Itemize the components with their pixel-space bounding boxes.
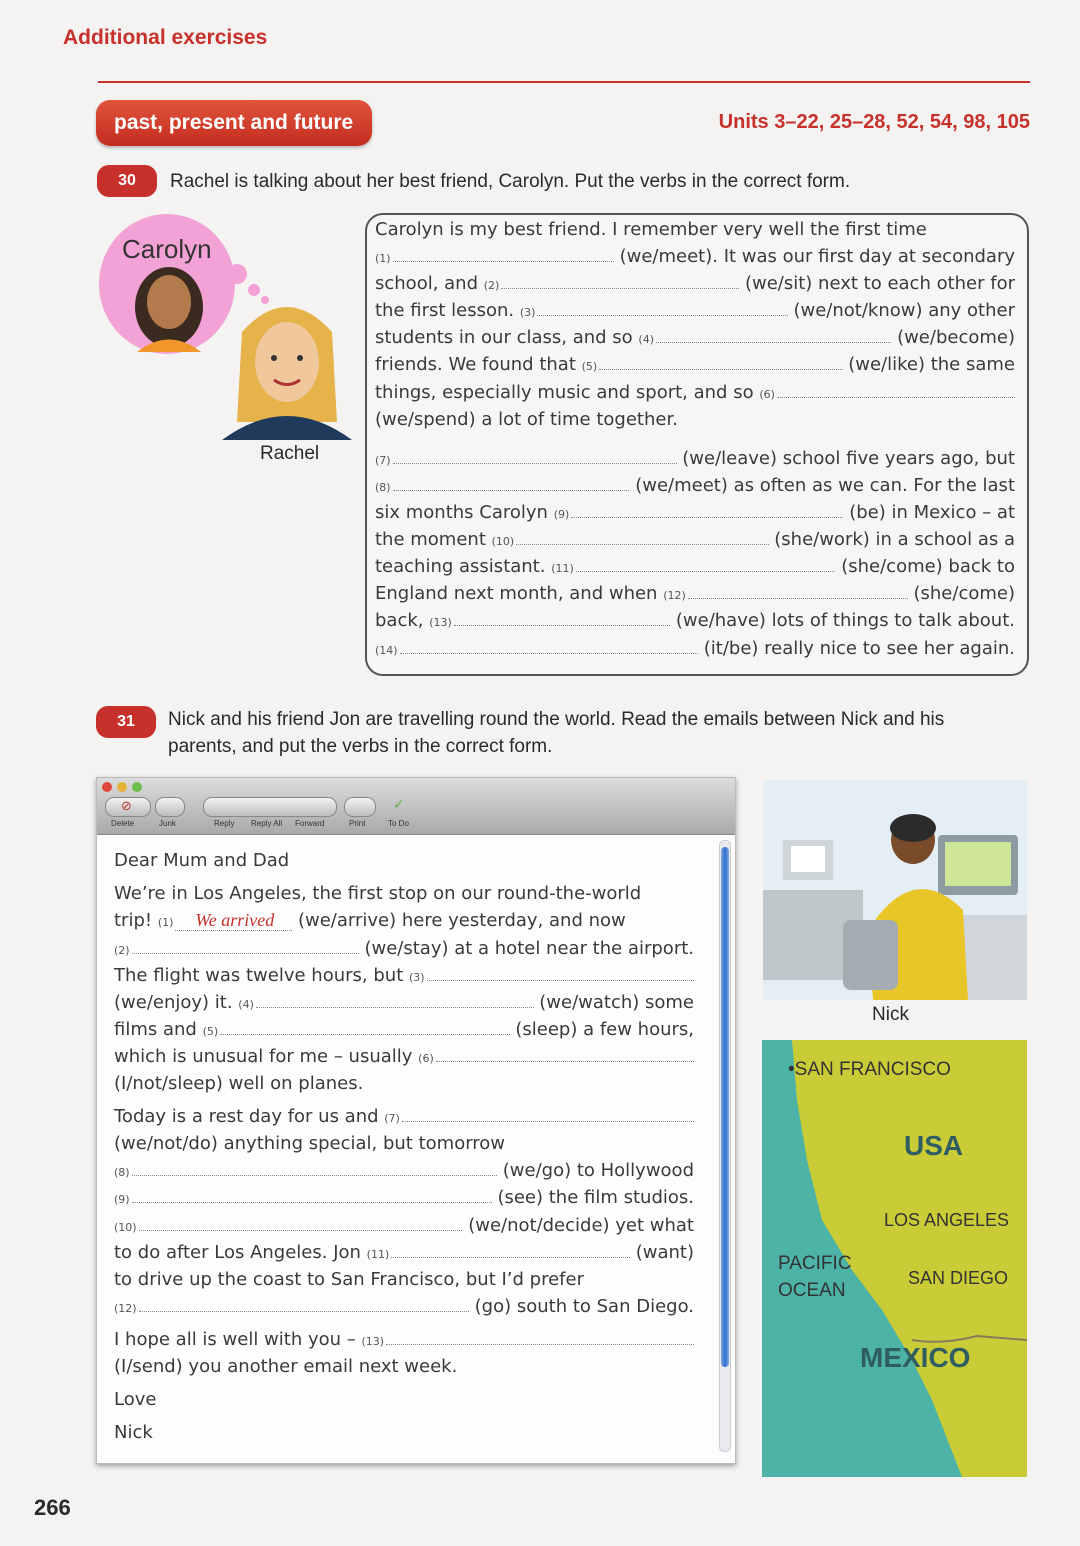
verb-prompt: (it/be) really nice to see her again. <box>703 638 1015 659</box>
gap-number: (1) <box>157 916 174 929</box>
email-scroll-thumb[interactable] <box>721 847 729 1367</box>
verb-prompt: (we/become) <box>897 327 1015 348</box>
verb-prompt: (we/arrive) here yesterday, and now <box>297 910 626 931</box>
answer-blank[interactable] <box>656 328 891 343</box>
answer-blank[interactable] <box>688 584 908 599</box>
text-line <box>114 1187 694 1208</box>
answer-blank[interactable] <box>777 383 1015 398</box>
text-line <box>375 327 1015 348</box>
line-text: the first lesson. <box>375 300 520 321</box>
answer-blank[interactable] <box>537 301 787 316</box>
answer-blank[interactable] <box>599 355 842 370</box>
print-label: Print <box>349 819 366 828</box>
text-line <box>114 1073 363 1094</box>
line-text: back, <box>375 610 430 631</box>
text-line <box>114 1215 694 1236</box>
answer-blank[interactable] <box>576 557 836 572</box>
verb-prompt: (she/come) back to <box>841 556 1015 577</box>
exercise-31-instruction-line1: Nick and his friend Jon are travelling round the world. Read the emails between Nick and his <box>168 709 945 730</box>
verb-prompt: (we/not/decide) yet what <box>468 1215 694 1236</box>
rachel-label: Rachel <box>260 443 320 464</box>
forward-label: Forward <box>295 819 325 828</box>
line-text: Today is a rest day for us and <box>114 1106 385 1127</box>
minimize-window-icon[interactable] <box>117 782 127 792</box>
gap-number: (6) <box>759 388 775 401</box>
line-text: films and <box>114 1019 203 1040</box>
example-answer: We arrived <box>175 910 292 931</box>
text-line <box>114 1133 505 1154</box>
verb-prompt: (we/have) lots of things to talk about. <box>675 610 1015 631</box>
verb-prompt: (she/work) in a school as a <box>774 529 1015 550</box>
reply-forward-button-group[interactable] <box>203 797 337 817</box>
gap-number: (10) <box>491 535 515 548</box>
delete-label: Delete <box>111 819 135 828</box>
line-text: (we/not/do) anything special, but tomorrow <box>114 1133 506 1154</box>
text-line <box>375 475 1015 496</box>
line-text: We’re in Los Angeles, the first stop on our round-the-world <box>114 883 642 904</box>
gap-number: (13) <box>429 616 452 629</box>
line-text: Love <box>114 1389 157 1410</box>
line-text: to do after Los Angeles. Jon <box>114 1242 367 1263</box>
exercise-30-badge: 30 <box>97 165 157 197</box>
rachel-illustration <box>222 292 352 440</box>
answer-blank[interactable] <box>391 1243 630 1258</box>
text-line <box>375 638 1015 659</box>
map-label-ocean: OCEAN <box>778 1280 846 1301</box>
text-line <box>114 1329 694 1350</box>
text-line <box>375 556 1015 577</box>
text-line <box>114 1160 694 1181</box>
line-text: Nick <box>114 1422 153 1443</box>
verb-prompt: (we/stay) at a hotel near the airport. <box>364 938 694 959</box>
text-line <box>114 992 694 1013</box>
verb-prompt: (we/watch) some <box>539 992 694 1013</box>
gap-number: (10) <box>114 1221 137 1234</box>
answer-blank[interactable] <box>393 476 630 491</box>
line-text: (I/send) you another email next week. <box>114 1356 458 1377</box>
text-line <box>375 583 1015 604</box>
page-number: 266 <box>34 1495 71 1520</box>
answer-blank[interactable] <box>436 1047 694 1062</box>
exercise-31-instruction-line2: parents, and put the verbs in the correct form. <box>168 736 553 757</box>
text-line <box>114 1019 694 1040</box>
gap-number: (2) <box>483 279 500 292</box>
text-line <box>114 965 694 986</box>
text-line <box>114 1046 694 1067</box>
answer-blank[interactable] <box>132 939 359 954</box>
gap-number: (9) <box>114 1193 130 1206</box>
line-text: school, and <box>375 273 484 294</box>
line-text: students in our class, and so <box>375 327 639 348</box>
verb-prompt: (we/go) to Hollywood <box>502 1160 694 1181</box>
line-text: (we/enjoy) it. <box>114 992 239 1013</box>
email-toolbar <box>97 778 735 835</box>
verb-prompt: (sleep) a few hours, <box>515 1019 694 1040</box>
verb-prompt: (we/meet). It was our first day at secondary <box>619 246 1015 267</box>
line-text: trip! <box>114 910 158 931</box>
map-label-los-angeles: LOS ANGELES <box>884 1210 1010 1230</box>
gap-number: (4) <box>238 998 254 1011</box>
gap-number: (3) <box>519 306 536 319</box>
gap-number: (9) <box>553 508 570 521</box>
gap-number: (3) <box>408 971 425 984</box>
gap-number: (11) <box>366 1248 390 1261</box>
line-text: England next month, and when <box>375 583 664 604</box>
answer-blank[interactable] <box>132 1188 492 1203</box>
answer-blank[interactable] <box>139 1297 469 1312</box>
text-line <box>114 1389 156 1410</box>
gap-number: (7) <box>375 454 391 467</box>
line-text: to drive up the coast to San Francisco, but I’d prefer <box>114 1269 584 1290</box>
line-text: friends. We found that <box>375 354 582 375</box>
gap-number: (6) <box>418 1052 434 1065</box>
junk-button[interactable] <box>155 797 185 817</box>
line-text: six months Carolyn <box>375 502 554 523</box>
answer-blank[interactable] <box>400 639 698 654</box>
text-line <box>375 382 1015 403</box>
text-line <box>375 246 1015 267</box>
line-text: which is unusual for me – usually <box>114 1046 419 1067</box>
line-text: Dear Mum and Dad <box>114 850 290 871</box>
answer-blank[interactable] <box>393 247 614 262</box>
gap-number: (14) <box>375 644 398 657</box>
verb-prompt: (be) in Mexico – at <box>849 502 1015 523</box>
gap-number: (12) <box>114 1302 137 1315</box>
line-text: The flight was twelve hours, but <box>114 965 409 986</box>
exercise-30-instruction: Rachel is talking about her best friend, Carolyn. Put the verbs in the correct form. <box>170 171 851 192</box>
gap-number: (11) <box>551 562 574 575</box>
text-line <box>375 409 678 430</box>
verb-prompt: (go) south to San Diego. <box>474 1296 694 1317</box>
answer-blank[interactable] <box>132 1161 497 1176</box>
text-line <box>114 1106 694 1127</box>
answer-blank[interactable] <box>516 530 768 545</box>
map-label-san-diego: SAN DIEGO <box>908 1268 1009 1288</box>
gap-number: (2) <box>114 944 130 957</box>
answer-blank[interactable] <box>501 274 739 289</box>
reply-all-label: Reply All <box>251 819 283 828</box>
answer-blank[interactable] <box>427 966 694 981</box>
line-text: (I/not/sleep) well on planes. <box>114 1073 364 1094</box>
map-label-mexico: MEXICO <box>860 1342 971 1373</box>
carolyn-label: Carolyn <box>122 234 212 264</box>
text-line <box>114 883 641 904</box>
delete-icon: ⊘ <box>121 798 132 813</box>
line-text: the moment <box>375 529 492 550</box>
answer-blank[interactable] <box>571 503 843 518</box>
todo-check-icon[interactable]: ✓ <box>393 796 405 812</box>
text-line <box>114 1269 584 1290</box>
text-line <box>375 610 1015 631</box>
text-line <box>375 300 1015 321</box>
answer-blank[interactable] <box>454 611 670 626</box>
gap-number: (13) <box>361 1335 385 1348</box>
gap-number: (8) <box>375 481 391 494</box>
nick-at-computer-illustration <box>763 780 1027 1000</box>
gap-number: (1) <box>375 252 391 265</box>
gap-number: (5) <box>581 360 598 373</box>
text-line <box>114 850 289 871</box>
section-title-pill: past, present and future <box>96 100 372 146</box>
nick-label: Nick <box>872 1004 909 1025</box>
text-line <box>114 938 694 959</box>
verb-prompt: (she/come) <box>913 583 1015 604</box>
line-text: I hope all is well with you – <box>114 1329 362 1350</box>
todo-label: To Do <box>388 819 409 828</box>
answer-blank[interactable] <box>402 1107 694 1122</box>
text-line <box>375 529 1015 550</box>
gap-number: (4) <box>638 333 655 346</box>
text-line <box>114 1242 694 1263</box>
verb-prompt: (we/sit) next to each other for <box>744 273 1015 294</box>
answer-blank[interactable] <box>393 449 677 464</box>
reply-label: Reply <box>214 819 235 828</box>
answer-blank[interactable] <box>386 1330 694 1345</box>
line-text: (we/spend) a lot of time together. <box>375 409 678 430</box>
junk-label: Junk <box>159 819 176 828</box>
gap-number: (8) <box>114 1166 130 1179</box>
text-line <box>114 1356 457 1377</box>
zoom-window-icon[interactable] <box>132 782 142 792</box>
text-line <box>114 1296 694 1317</box>
close-window-icon[interactable] <box>102 782 112 792</box>
verb-prompt: (we/not/know) any other <box>793 300 1015 321</box>
gap-number: (12) <box>663 589 686 602</box>
answer-blank[interactable] <box>256 993 534 1008</box>
print-button[interactable] <box>344 797 376 817</box>
map-label-pacific: PACIFIC <box>778 1253 852 1274</box>
header-divider <box>98 81 1030 83</box>
verb-prompt: (want) <box>635 1242 694 1263</box>
gap-number: (7) <box>384 1112 400 1125</box>
answer-blank[interactable] <box>220 1020 509 1035</box>
units-reference: Units 3–22, 25–28, 52, 54, 98, 105 <box>718 111 1030 133</box>
text-line <box>375 354 1015 375</box>
answer-blank[interactable] <box>139 1216 463 1231</box>
exercise-31-badge: 31 <box>96 706 156 738</box>
map-label-san-francisco: •SAN FRANCISCO <box>788 1059 951 1080</box>
text-line <box>375 502 1015 523</box>
line-text: Carolyn is my best friend. I remember very well the first time <box>375 219 927 240</box>
text-line <box>375 448 1015 469</box>
text-line <box>114 1422 153 1443</box>
email-scrollbar[interactable] <box>719 840 731 1452</box>
text-line <box>375 273 1015 294</box>
verb-prompt: (see) the film studios. <box>497 1187 694 1208</box>
map-label-usa: USA <box>904 1130 964 1161</box>
line-text: teaching assistant. <box>375 556 552 577</box>
verb-prompt: (we/meet) as often as we can. For the last <box>635 475 1015 496</box>
text-line <box>375 219 927 240</box>
west-coast-map <box>762 1040 1027 1477</box>
page-header-title: Additional exercises <box>63 26 268 49</box>
text-line <box>114 910 626 931</box>
verb-prompt: (we/like) the same <box>848 354 1015 375</box>
gap-number: (5) <box>202 1025 219 1038</box>
line-text: things, especially music and sport, and so <box>375 382 760 403</box>
verb-prompt: (we/leave) school five years ago, but <box>682 448 1015 469</box>
